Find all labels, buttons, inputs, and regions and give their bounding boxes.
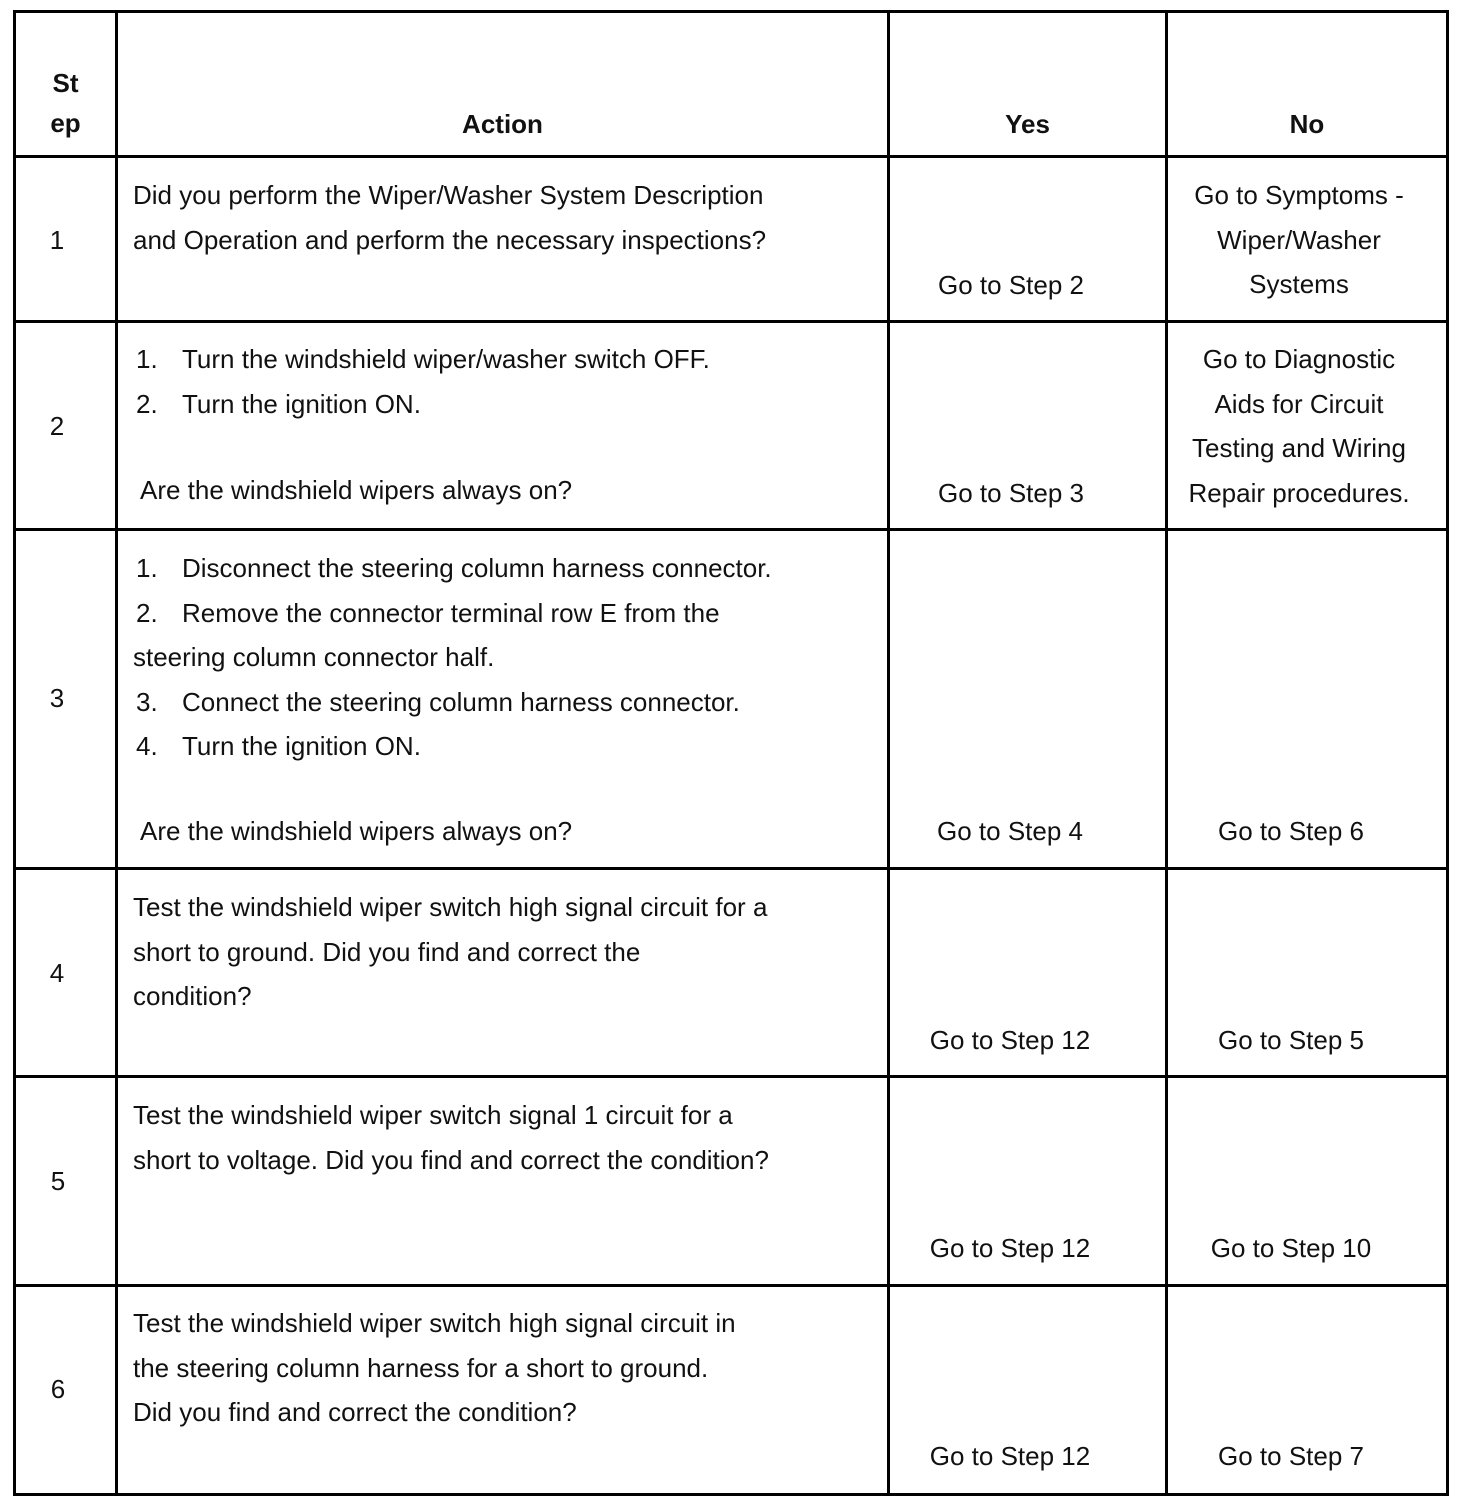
- action-step-item: [136, 680, 772, 725]
- action-step-item: [136, 337, 710, 382]
- action-text: [133, 173, 766, 262]
- grid-line: [13, 1075, 1449, 1078]
- no-line: Wiper/Washer: [1217, 224, 1381, 255]
- grid-line: [13, 155, 1449, 158]
- action-line: Test the windshield wiper switch high signal circuit for a: [133, 892, 768, 922]
- action-question: Are the windshield wipers always on?: [140, 475, 573, 505]
- action-step-item: [136, 591, 772, 636]
- header-yes: Yes: [1005, 109, 1050, 139]
- action-text: [136, 337, 710, 426]
- header-step-line: ep: [50, 108, 81, 138]
- step-number: 5: [50, 1166, 66, 1196]
- action-question: Are the windshield wipers always on?: [140, 816, 573, 846]
- no-line: Go to Symptoms -: [1194, 180, 1404, 210]
- grid-line: [13, 1493, 1449, 1496]
- no-result: Go to Step 7: [1218, 1441, 1364, 1471]
- action-line: short to voltage. Did you find and correct the condition?: [133, 1144, 769, 1175]
- header-action: Action: [462, 109, 543, 139]
- no-result: Go to Step 5: [1218, 1025, 1364, 1055]
- step-item-number: 1.: [136, 553, 158, 583]
- step-item-text: Turn the windshield wiper/washer switch OFF.: [182, 344, 710, 374]
- grid-line: [115, 10, 118, 1496]
- action-line: condition?: [133, 981, 252, 1011]
- grid-line: [1446, 10, 1449, 1496]
- step-item-number: 3.: [136, 686, 158, 717]
- step-item-text: Remove the connector terminal row E from the: [182, 597, 720, 628]
- yes-result: Go to Step 12: [929, 1233, 1091, 1263]
- yes-result: Go to Step 12: [929, 1441, 1091, 1471]
- step-item-number: 2.: [136, 388, 158, 419]
- step-item-number: 2.: [136, 597, 158, 628]
- step-item-number: 4.: [136, 731, 158, 761]
- grid-line: [13, 867, 1449, 870]
- action-line: Did you find and correct the condition?: [133, 1397, 577, 1427]
- step-number: 3: [49, 683, 65, 713]
- step-number: 2: [49, 411, 65, 441]
- action-text: [133, 546, 772, 769]
- yes-result: Go to Step 4: [937, 816, 1083, 846]
- grid-line: [13, 10, 1449, 13]
- step-item-text: Connect the steering column harness connector.: [182, 686, 740, 717]
- no-result: Go to Step 10: [1210, 1233, 1372, 1263]
- yes-result: Go to Step 2: [938, 270, 1084, 300]
- no-result: Go to Step 6: [1218, 816, 1364, 846]
- action-line: Test the windshield wiper switch signal 1 circuit for a: [133, 1100, 733, 1130]
- no-result: [1168, 337, 1430, 515]
- step-number: 1: [49, 225, 65, 255]
- header-step-line: St: [52, 68, 79, 98]
- action-text: [133, 1301, 736, 1435]
- action-text: [133, 885, 767, 1019]
- grid-line: [13, 1284, 1449, 1287]
- action-step-item: [136, 382, 710, 427]
- grid-line: [13, 320, 1449, 323]
- yes-result: Go to Step 3: [938, 478, 1084, 508]
- no-line: Go to Diagnostic: [1202, 344, 1396, 374]
- no-line: Repair procedures.: [1188, 477, 1410, 508]
- action-step-item: [136, 724, 772, 769]
- no-line: Systems: [1249, 269, 1349, 299]
- step-number: 6: [50, 1374, 66, 1404]
- step-item-text: Turn the ignition ON.: [182, 731, 421, 761]
- action-line: and Operation and perform the necessary inspections?: [133, 224, 767, 255]
- action-line: Test the windshield wiper switch high signal circuit in: [133, 1308, 736, 1338]
- action-step-item: [133, 635, 772, 680]
- grid-line: [13, 528, 1449, 531]
- action-step-item: [136, 546, 772, 591]
- action-line: Did you perform the Wiper/Washer System Description: [133, 180, 764, 210]
- action-line: short to ground. Did you find and correct the: [133, 936, 641, 967]
- no-line: Aids for Circuit: [1214, 388, 1384, 419]
- yes-result: Go to Step 12: [929, 1025, 1091, 1055]
- no-result: [1168, 173, 1430, 307]
- step-item-text: steering column connector half.: [133, 642, 495, 672]
- step-item-text: Disconnect the steering column harness connector.: [182, 553, 772, 583]
- step-item-text: Turn the ignition ON.: [182, 388, 421, 419]
- action-text: [133, 1093, 769, 1182]
- header-step: [16, 63, 115, 143]
- step-number: 4: [49, 958, 65, 988]
- step-item-number: 1.: [136, 344, 158, 374]
- grid-line: [887, 10, 890, 1496]
- header-no: No: [1289, 109, 1325, 139]
- action-line: the steering column harness for a short to ground.: [133, 1352, 709, 1383]
- no-line: Testing and Wiring: [1192, 433, 1406, 463]
